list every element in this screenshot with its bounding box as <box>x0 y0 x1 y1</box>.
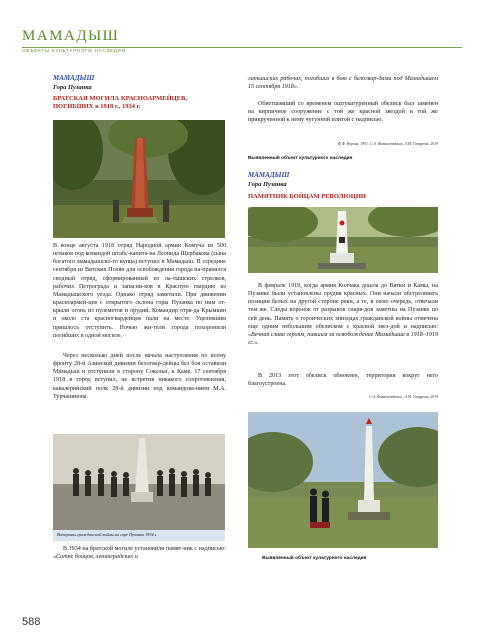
veterans-photo-drawing <box>53 434 225 530</box>
veterans-caption: Ветераны гражданской войны на горе Пузанка 1934 г. <box>53 530 225 541</box>
right-main-text-plain: В феврале 1919, когда армия Колчака дошла до Вятки и Камы, на Пузанке были установлены орудия красных. Они начали обстреливать позиции белых на другой стороне реки, а те, в свою очередь, отвечали тем же. Следы воронок от разрывов снаря-дов заметны на Пузанке по сей день. Память о героических эпизодах гражданской войны отмечена еще одним небольшим обелиском с красной звез-дой и надписью: « <box>248 283 438 338</box>
obelisk-photo <box>53 120 225 238</box>
left-place: МАМАДЫШ <box>53 74 95 82</box>
left-bottom-text <box>53 545 226 561</box>
right-main-quote: Вечная слава героям, павшим за освобождение Мамадыша в 1918–1919 гг. <box>248 331 438 347</box>
ceremony-photo <box>248 412 438 548</box>
right-top-text: Обветшавший со временем оштукатуренный обелиск был заменен на кирпичное сооружение с той же красной звездой и той же прикрученной к нему чугунной плитой с надписью. <box>248 101 438 124</box>
section-title: МАМАДЫШ <box>22 28 120 44</box>
right-main-quote-end: ». <box>254 340 259 347</box>
section-subtitle: ОБЪЕКТЫ КУЛЬТУРНОГО НАСЛЕДИЯ <box>22 48 126 53</box>
left-bottom-text-plain: В 1934 на братской могиле установили памят-ник с надписью: « <box>53 546 226 561</box>
right-main-text <box>248 282 438 347</box>
obelisk-photo-drawing <box>53 120 225 238</box>
veterans-photo <box>53 434 225 530</box>
right-top-quote: латышских рабочих, погибших в бою с белогвар-дами под Мамадышем 15 сентября 1918». <box>248 76 438 91</box>
heritage-note-1: Выявленный объект культурного наследия <box>248 156 353 161</box>
right-text-2: В 2013 этот обелиск обновлен, территория вокруг него благоустроена. <box>248 373 438 388</box>
page-number: 588 <box>22 616 41 628</box>
right-top-credit: Ф.Ф. Нурова, 1991; С.А. Фатахетдинов, А.М. Гатурова, 2019 <box>337 142 438 146</box>
heritage-note-2: Выявленный объект культурного наследия <box>262 556 367 561</box>
left-paragraph-2: Через несколько дней после начала наступления по всему фронту 28-й Азинской дивизии белогвар-дейцы без боя оставили Мамадыш и отступили в сторону Сокольи, к Каме. 17 сентября 1918 в город вступил, не встретив никакого сопротивления, кавалерийский полк 28-й дивизии под командова-нием М.А. Турчанинова. <box>53 353 226 400</box>
left-title-2: ПОГИБШИХ в 1918 г., 1934 г. <box>53 103 141 110</box>
ceremony-photo-drawing <box>248 412 438 548</box>
right-bottom-credit: С.А. Фатахетдинов., А.М. Гатурова, 2019 <box>369 395 438 399</box>
left-location: Гора Пузанка <box>53 84 92 91</box>
revolution-obelisk-photo <box>248 207 438 273</box>
left-title-1: БРАТСКАЯ МОГИЛА КРАСНОАРМЕЙЦЕВ, <box>53 95 187 102</box>
right-title: ПАМЯТНИК БОЙЦАМ РЕВОЛЮЦИИ <box>248 193 366 200</box>
right-location: Гора Пузанка <box>248 181 287 188</box>
left-paragraph-1: В конце августа 1918 отряд Народной армии Комуча из 500 штыков под командой штабс-капита-на Леонида Щербакова (сына богатого мамадышско-го купца) вступил в Мамадыш. В середине сентября из Вятских Полян для освобождения города на-правился сводный отряд, сформированный из ла-тышских стрелков, рабочих Петрограда и запасни-ков в Красную гвардию из Мамадышского уезда. Однако отряд заметили. При движении красноармей-цев с открытого склона горы Пузанка по ним от-крыли огонь из пулеметов и орудий. Командир отря-да Крымкин и около ста красногвардейцев пали на месте. Уцелевшим пришлось отступить. Ночью жи-тели города похоронили погибших в одной могиле. <box>53 243 226 339</box>
revolution-obelisk-photo-drawing <box>248 207 438 273</box>
left-bottom-text-italic: Сотне бойцов, ленинградских и <box>56 554 138 561</box>
right-place: МАМАДЫШ <box>248 171 290 179</box>
